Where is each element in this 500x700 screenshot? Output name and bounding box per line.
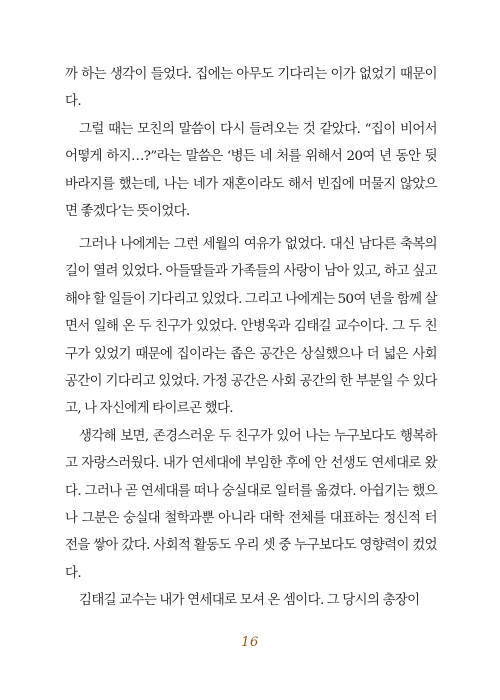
paragraph: 그러나 나에게는 그런 세월의 여유가 없었다. 대신 남다른 축복의 길이 열려 있었다. 아들딸들과 가족들의 사랑이 남아 있고, 하고 싶고 해야 할 일들이 기다리고 있었다. 그리고 나에게는 50여 년을 함께 살면서 일해 온 두 친구가 있었다. 안병욱과 김태길 교수이다. 그 두 친구가 있었기 때문에 집이라는 좁은 공간은 상실했으나 더 넓은 사회 공간이 기다리고 있었다. 가정 공간은 사회 공간의 한 부분일 수 있다고, 나 자신에게 타이르곤 했다. [65,237,437,417]
text-section-top [65,61,437,225]
paragraph: 생각해 보면, 존경스러운 두 친구가 있어 나는 누구보다도 행복하고 자랑스러웠다. 내가 연세대에 부임한 후에 안 선생도 연세대로 왔다. 그러나 곧 연세대를 떠나 숭실대로 일터를 옮겼다. 아쉽기는 했으나 그분은 숭실대 철학과뿐 아니라 대학 전체를 대표하는 정신적 터전을 쌓아 갔다. 사회적 활동도 우리 셋 중 누구보다도 영향력이 컸었다. [65,428,437,581]
paragraph: 김태길 교수는 내가 연세대로 모셔 온 셈이다. 그 당시의 총장이 [79,593,420,609]
paragraph: 까 하는 생각이 들었다. 집에는 아무도 기다리는 이가 없었기 때문이다. [65,67,437,110]
page-number: 16 [241,635,259,650]
text-section-bottom [65,231,437,615]
paragraph: 그럴 때는 모친의 말씀이 다시 들려오는 것 같았다. “집이 비어서 어떻게 하지…?”라는 말씀은 ‘병든 네 처를 위해서 20여 년 동안 뒷바라지를 했는데, 나는 네가 재혼이라도 해서 빈집에 머물지 않았으면 좋겠다’는 뜻이었다. [65,121,437,220]
